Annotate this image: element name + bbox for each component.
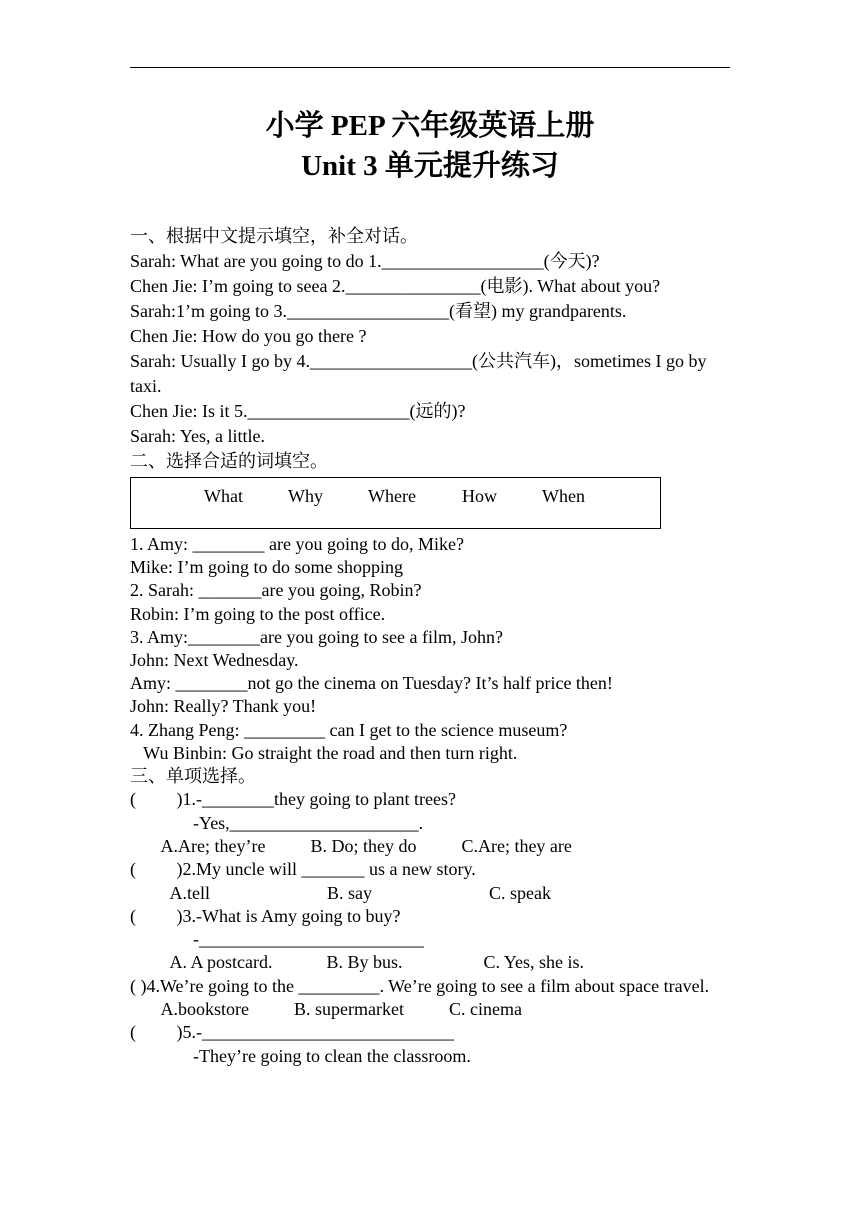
s3-line-7: -_________________________ bbox=[130, 929, 424, 950]
s2-line-3: 2. Sarah: _______are you going, Robin? bbox=[130, 580, 422, 601]
s1-line-2: Chen Jie: I’m going to seea 2._______________(电影). What about you? bbox=[130, 276, 661, 296]
s2-line-6: John: Next Wednesday. bbox=[130, 650, 299, 671]
s1-line-6: Chen Jie: Is it 5.__________________(远的)? bbox=[130, 401, 466, 421]
word-bank-item: Why bbox=[288, 486, 323, 506]
top-rule bbox=[130, 67, 730, 68]
s1-line-1: Sarah: What are you going to do 1.__________________(今天)? bbox=[130, 251, 600, 271]
s3-line-3: A.Are; they’re B. Do; they do C.Are; they are bbox=[130, 835, 572, 856]
s1-line-3: Sarah:1’m going to 3.__________________(看望) my grandparents. bbox=[130, 301, 627, 321]
word-bank-item: When bbox=[542, 486, 585, 506]
s3-line-5: A.tell B. say C. speak bbox=[130, 882, 551, 903]
s3-line-4: ( )2.My uncle will _______ us a new story. bbox=[130, 859, 476, 880]
s2-line-7: Amy: ________not go the cinema on Tuesday? It’s half price then! bbox=[130, 673, 613, 694]
s3-line-9: ( )4.We’re going to the _________. We’re going to see a film about space travel. bbox=[130, 975, 710, 996]
s3-line-10: A.bookstore B. supermarket C. cinema bbox=[130, 999, 522, 1019]
s3-line-1: ( )1.-________they going to plant trees? bbox=[130, 789, 456, 810]
s2-line-5: 3. Amy:________are you going to see a film, John? bbox=[130, 626, 503, 647]
s3-line-2: -Yes,_____________________. bbox=[130, 812, 424, 833]
s2-line-8: John: Really? Thank you! bbox=[130, 696, 317, 717]
s1-line-5: Sarah: Usually I go by 4.__________________(公共汽车)，sometimes I go by taxi. bbox=[130, 351, 707, 396]
worksheet-content bbox=[130, 224, 730, 1068]
section1-heading: 一、根据中文提示填空，补全对话。 bbox=[130, 226, 418, 246]
title-line-2: Unit 3 单元提升练习 bbox=[301, 150, 559, 182]
s2-line-10: Wu Binbin: Go straight the road and then turn right. bbox=[130, 742, 518, 763]
title-line-1: 小学 PEP 六年级英语上册 bbox=[265, 110, 595, 142]
s2-line-2: Mike: I’m going to do some shopping bbox=[130, 557, 403, 578]
s2-line-9: 4. Zhang Peng: _________ can I get to the science museum? bbox=[130, 719, 568, 740]
section2-heading: 二、选择合适的词填空。 bbox=[130, 451, 328, 471]
word-bank-item: What bbox=[204, 486, 243, 506]
word-bank-box bbox=[130, 477, 661, 529]
s2-line-4: Robin: I’m going to the post office. bbox=[130, 603, 386, 624]
s2-line-1: 1. Amy: ________ are you going to do, Mike? bbox=[130, 534, 464, 554]
word-bank-item: Where bbox=[368, 486, 416, 506]
s1-line-7: Sarah: Yes, a little. bbox=[130, 426, 265, 446]
s1-line-4: Chen Jie: How do you go there ? bbox=[130, 326, 367, 346]
word-bank-item: How bbox=[462, 486, 497, 506]
s3-line-8: A. A postcard. B. By bus. C. Yes, she is. bbox=[130, 952, 585, 973]
section3-heading: 三、单项选择。 bbox=[130, 766, 256, 787]
s3-line-6: ( )3.-What is Amy going to buy? bbox=[130, 905, 401, 926]
s3-line-11: ( )5.-____________________________ bbox=[130, 1022, 454, 1043]
s3-line-12: -They’re going to clean the classroom. bbox=[130, 1045, 471, 1066]
